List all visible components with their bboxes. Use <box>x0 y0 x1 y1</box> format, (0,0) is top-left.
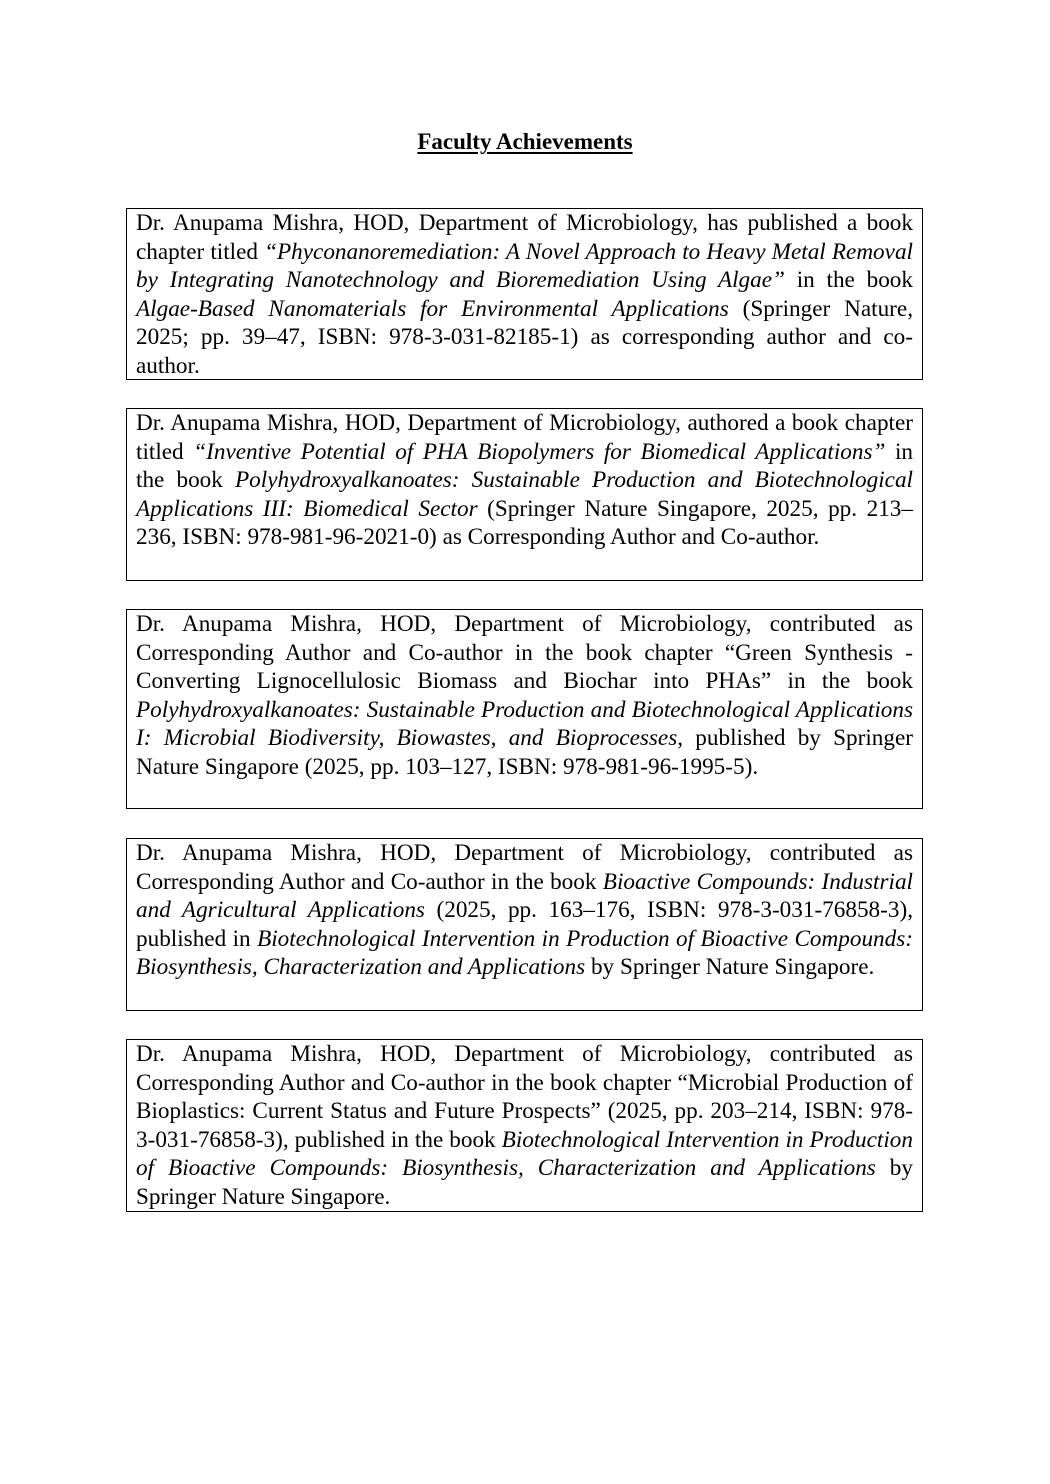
chapter-title: “Phyconanoremediation: A Novel Approach to Heavy Metal Removal by Integrating Nanotechnology and Bioremediation Using Algae” <box>136 238 913 294</box>
entry-text-segment: (Springer Nature, 2025; pp. 39–47, ISBN: 978-3-031-82185-1) as corresponding author and co-author. <box>136 295 913 379</box>
chapter-title: “Inventive Potential of PHA Biopolymers for Biomedical Applications” <box>193 438 886 465</box>
achievement-text <box>136 610 913 782</box>
achievement-text <box>136 409 913 552</box>
entry-text-segment: by Springer Nature Singapore. <box>585 954 875 981</box>
entry-text-segment: (Springer Nature Singapore, 2025, pp. 213–236, ISBN: 978-981-96-2021-0) as Corresponding Author and Co-author. <box>136 495 913 551</box>
entry-text-segment: , published by Springer Nature Singapore (2025, pp. 103–127, ISBN: 978-981-96-1995-5). <box>136 725 914 780</box>
book-title: Algae-Based Nanomaterials for Environmental Applications <box>136 295 729 322</box>
entry-text-segment: (2025, pp. 163–176, ISBN: 978-3-031-76858-3), published in <box>136 897 913 952</box>
book-title: Polyhydroxyalkanoates: Sustainable Production and Biotechnological Applications I: Microbial Biodiversity, Biowastes, and Bioprocesses <box>136 696 913 752</box>
entry-text-segment: in the book <box>136 438 913 494</box>
achievement-text <box>136 209 913 380</box>
achievement-text <box>136 1040 913 1212</box>
entry-text-segment: Dr. Anupama Mishra, HOD, Department of Microbiology, has published a book chapter titled <box>136 210 913 265</box>
book-title: Biotechnological Intervention in Production of Bioactive Compounds: Biosynthesis, Characterization and Applications <box>136 1126 913 1182</box>
achievement-entry-5 <box>126 1039 923 1212</box>
book-title: Bioactive Compounds: Industrial and Agricultural Applications <box>136 868 913 924</box>
achievement-entry-2 <box>126 408 923 581</box>
achievement-text <box>136 839 913 982</box>
achievement-entry-1 <box>126 208 923 380</box>
entry-text-segment: Dr. Anupama Mishra, HOD, Department of Microbiology, authored a book chapter titled <box>136 410 913 465</box>
achievement-entry-4 <box>126 838 923 1011</box>
entry-text-segment: Dr. Anupama Mishra, HOD, Department of Microbiology, contributed as Corresponding Author and Co-author in the book chapter “Green Synthesis - Converting Lignocellulosic Biomass and Biochar into PHAs” in the book <box>136 611 913 695</box>
achievement-entry-3 <box>126 609 923 809</box>
series-title: Biotechnological Intervention in Production of Bioactive Compounds: Biosynthesis, Characterization and Applications <box>136 925 913 981</box>
entry-text-segment: in the book <box>784 267 913 294</box>
entry-text-segment: by Springer Nature Singapore. <box>136 1155 913 1210</box>
book-title: Polyhydroxyalkanoates: Sustainable Production and Biotechnological Applications III: Biomedical Sector <box>136 467 913 522</box>
page-title: Faculty Achievements <box>417 129 633 154</box>
entry-text-segment: Dr. Anupama Mishra, HOD, Department of Microbiology, contributed as Corresponding Author and Co-author in the book chapter “Microbial Production of Bioplastics: Current Status and Future Prospects” (2025, pp. 203–214, ISBN: 978-3-031-76858-3), published in the book <box>136 1041 913 1153</box>
entry-text-segment: Dr. Anupama Mishra, HOD, Department of Microbiology, contributed as Corresponding Author and Co-author in the book <box>136 840 913 895</box>
